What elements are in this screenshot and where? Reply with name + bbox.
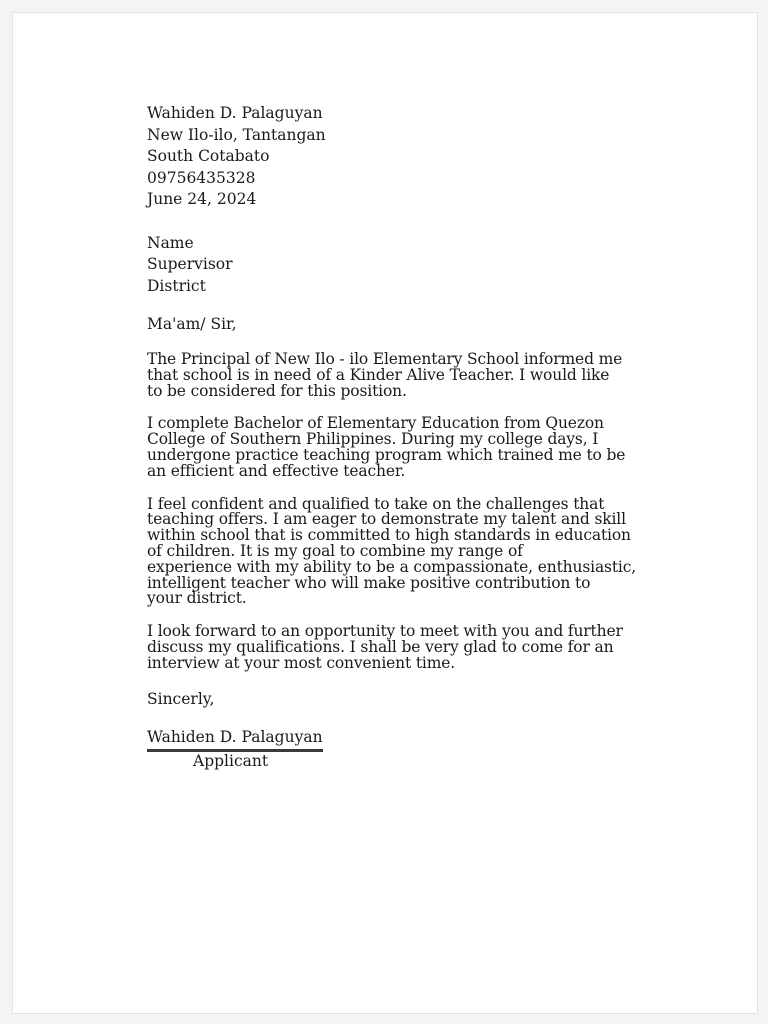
paragraph-line: The Principal of New Ilo - ilo Elementary School informed me (147, 350, 623, 368)
paragraph-qualifications (147, 494, 667, 608)
signature-block (147, 727, 667, 771)
paragraph-line: of children. It is my goal to combine my range of (147, 541, 523, 560)
paragraph-line: within school that is committed to high standards in education (147, 526, 631, 545)
document-page (12, 12, 758, 1014)
recipient-position: Supervisor (147, 255, 233, 273)
signature-title: Applicant (193, 751, 269, 770)
paragraph-education (147, 416, 667, 479)
letter-date: June 24, 2024 (147, 190, 257, 208)
paragraph-line: teaching offers. I am eager to demonstrate my talent and skill (147, 510, 626, 529)
paragraph-line: intelligent teacher who will make positive contribution to (147, 573, 591, 592)
paragraph-line: undergone practice teaching program which trained me to be (147, 445, 626, 464)
paragraph-line: your district. (147, 589, 247, 608)
sender-address-line2: South Cotabato (147, 147, 270, 165)
sender-phone: 09756435328 (147, 168, 256, 187)
recipient-name: Name (147, 233, 194, 252)
paragraph-closing-request (147, 624, 667, 671)
letter-body (147, 103, 667, 771)
recipient-office: District (147, 276, 206, 295)
signature-name: Wahiden D. Palaguyan (147, 728, 323, 752)
paragraph-line: discuss my qualifications. I shall be very glad to come for an (147, 637, 614, 656)
paragraph-intro (147, 352, 667, 399)
sender-address-line1: New Ilo-ilo, Tantangan (147, 125, 326, 144)
paragraph-line: interview at your most convenient time. (147, 653, 456, 672)
recipient-block (147, 233, 667, 298)
paragraph-line: I feel confident and qualified to take on the challenges that (147, 494, 605, 513)
paragraph-line: an efficient and effective teacher. (147, 461, 406, 480)
paragraph-line: I look forward to an opportunity to meet with you and further (147, 622, 623, 641)
sender-block (147, 103, 667, 211)
paragraph-line: to be considered for this position. (147, 381, 407, 400)
paragraph-line: experience with my ability to be a compassionate, enthusiastic, (147, 557, 637, 576)
paragraph-line: College of Southern Philippines. During my college days, I (147, 430, 599, 449)
sender-name: Wahiden D. Palaguyan (147, 104, 323, 122)
paragraph-line: I complete Bachelor of Elementary Education from Quezon (147, 414, 604, 433)
paragraph-line: that school is in need of a Kinder Alive Teacher. I would like (147, 365, 610, 384)
closing: Sincerly, (147, 689, 215, 708)
salutation: Ma'am/ Sir, (147, 315, 237, 333)
